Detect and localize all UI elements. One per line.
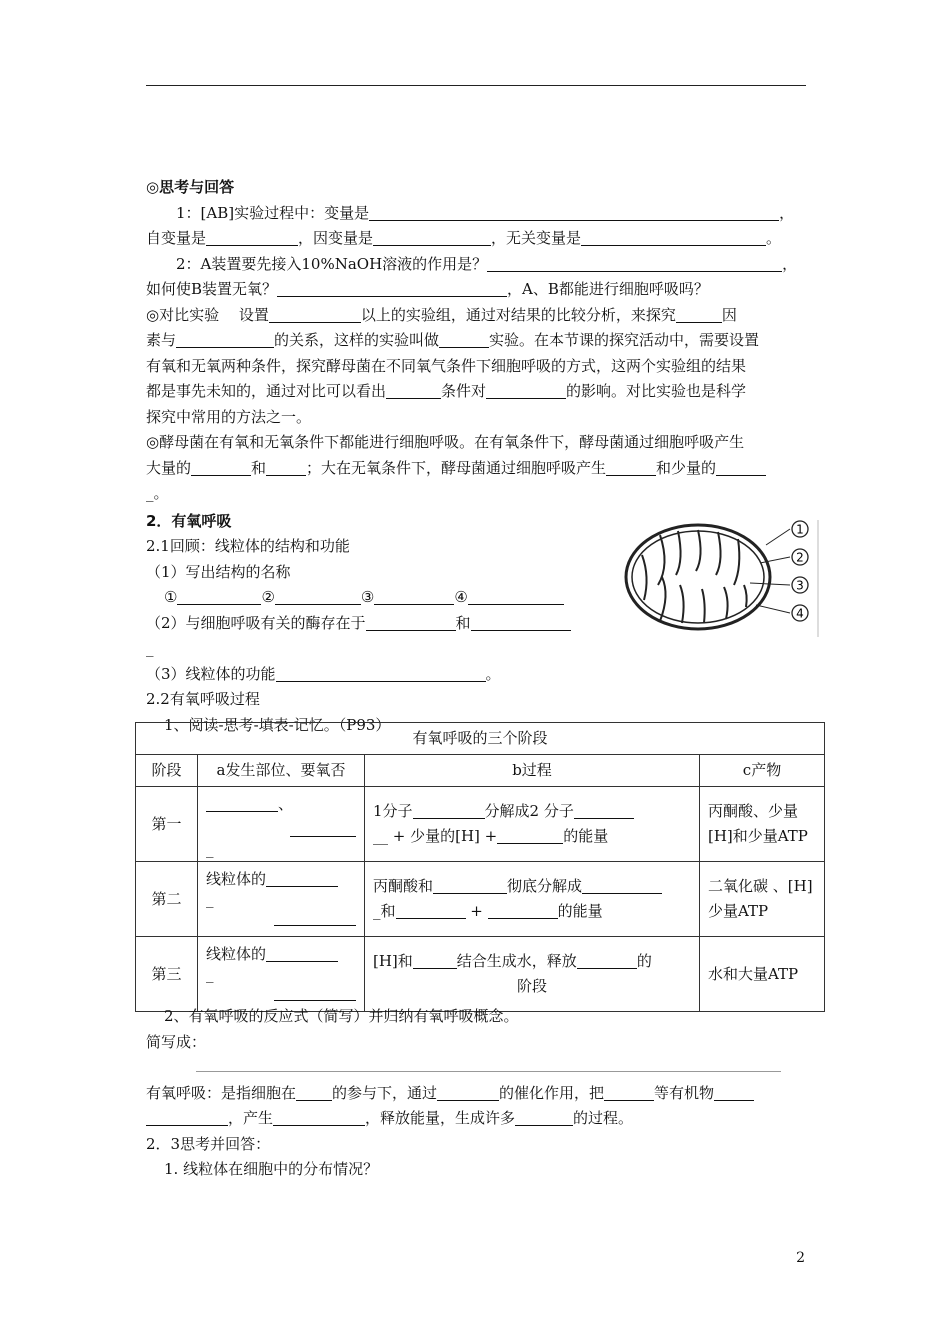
document-body <box>146 175 810 738</box>
equation-blank <box>146 1055 810 1081</box>
section-2-1-q3: （3）线粒体的功能 。 <box>146 664 501 683</box>
shorthand-label: 简写成： <box>146 1032 207 1051</box>
table-row <box>136 937 825 1012</box>
stage-3-product: 水和大量ATP <box>700 937 825 1012</box>
aerobic-heading: 2．有氧呼吸 <box>146 511 232 530</box>
section-2-3: 2．3思考并回答： <box>146 1134 271 1153</box>
section-2-1-q2: （2）与细胞呼吸有关的酶存在于 和 <box>146 611 810 637</box>
section-2-2-item1: 1、阅读-思考-填表-记忆。（P93） <box>164 715 391 734</box>
stage-3-location: 线粒体的 _ <box>198 937 365 1012</box>
question-1-line1: 1：[AB]实验过程中：变量是 ， <box>176 203 795 222</box>
question-2-line1: 2：A装置要先接入10%NaOH溶液的作用是？ ， <box>176 254 798 273</box>
inner-membrane <box>632 531 764 623</box>
contrast-line4: 都是事先未知的，通过对比可以看出 条件对 的影响。对比实验也是科学 <box>146 382 747 400</box>
stage-1-process: 1分子 分解成2 分子 __ + 少量的[H] + 的能量 <box>365 787 700 862</box>
header-rule <box>146 85 806 86</box>
section-2-1-q2-cont: _ <box>146 639 154 657</box>
stage-3-process: [H]和 结合生成水，释放 的 阶段 <box>365 937 700 1012</box>
think-heading: ◎思考与回答 <box>146 178 235 196</box>
table-row <box>136 787 825 862</box>
contrast-line5: 探究中常用的方法之一。 <box>146 407 312 426</box>
section-2-1: 2.1回顾：线粒体的结构和功能 <box>146 537 350 555</box>
contrast-line2: 素与 的关系，这样的实验叫做 实验。在本节课的探究活动中，需要设置 <box>146 331 760 349</box>
section-2-1-q1: （1）写出结构的名称 <box>146 562 291 581</box>
definition-line1: 有氧呼吸：是指细胞在 的参与下，通过 的催化作用，把 等有机物 <box>146 1081 810 1107</box>
page-number: 2 <box>796 1250 805 1266</box>
contrast-line1: ◎对比实验 设置 以上的实验组，通过对结果的比较分析，来探究 因 <box>146 305 737 324</box>
leader-line-1 <box>766 529 790 545</box>
stage-3: 第三 <box>136 937 198 1012</box>
stage-1-product: 丙酮酸、少量[H]和少量ATP <box>700 787 825 862</box>
header-process: b过程 <box>365 755 700 787</box>
structure-blanks: ① ② ③ ④ <box>146 585 810 611</box>
stage-2-product: 二氧化碳 、[H]少量ATP <box>700 862 825 937</box>
label-3: 3 <box>796 578 804 593</box>
yeast-line3: _。 <box>146 484 169 502</box>
stage-2-location: 线粒体的 _ <box>198 862 365 937</box>
contrast-line3: 有氧和无氧两种条件，探究酵母菌在不同氧气条件下细胞呼吸的方式，这两个实验组的结果 <box>146 356 747 375</box>
aerobic-stages-table <box>135 722 825 1012</box>
question-2-line2: 如何使B装置无氧？ ，A、B都能进行细胞呼吸吗？ <box>146 280 709 298</box>
item-2-line: 2、有氧呼吸的反应式（简写）并归纳有氧呼吸概念。 <box>164 1007 519 1025</box>
label-4: 4 <box>796 606 804 621</box>
table-row <box>136 862 825 937</box>
question-1-line2: 自变量是 ，因变量是 ，无关变量是 。 <box>146 229 782 247</box>
outer-membrane <box>626 525 770 629</box>
after-table-section <box>146 1004 810 1183</box>
header-product: c产物 <box>700 755 825 787</box>
table-title: 有氧呼吸的三个阶段 <box>136 723 825 755</box>
header-stage: 阶段 <box>136 755 198 787</box>
stage-2: 第二 <box>136 862 198 937</box>
stage-1: 第一 <box>136 787 198 862</box>
definition-line2: ，产生 ，释放能量，生成许多 的过程。 <box>146 1106 810 1132</box>
section-2-2: 2.2有氧呼吸过程 <box>146 690 260 708</box>
header-location: a发生部位、要氧否 <box>198 755 365 787</box>
mitochondrion-diagram <box>620 515 820 640</box>
yeast-line1: ◎酵母菌在有氧和无氧条件下都能进行细胞呼吸。在有氧条件下，酵母菌通过细胞呼吸产生 <box>146 433 745 451</box>
stage-1-location: 、 _ <box>198 787 365 862</box>
stage-2-process: 丙酮酸和 彻底分解成 _和 + 的能量 <box>365 862 700 937</box>
cristae <box>642 530 747 623</box>
label-2: 2 <box>796 550 804 565</box>
leader-line-4 <box>756 605 790 613</box>
section-2-3-q1: 1. 线粒体在细胞中的分布情况？ <box>164 1160 379 1178</box>
yeast-line2: 大量的 和 ；大在无氧条件下，酵母菌通过细胞呼吸产生 和少量的 <box>146 456 810 482</box>
label-1: 1 <box>796 522 804 537</box>
